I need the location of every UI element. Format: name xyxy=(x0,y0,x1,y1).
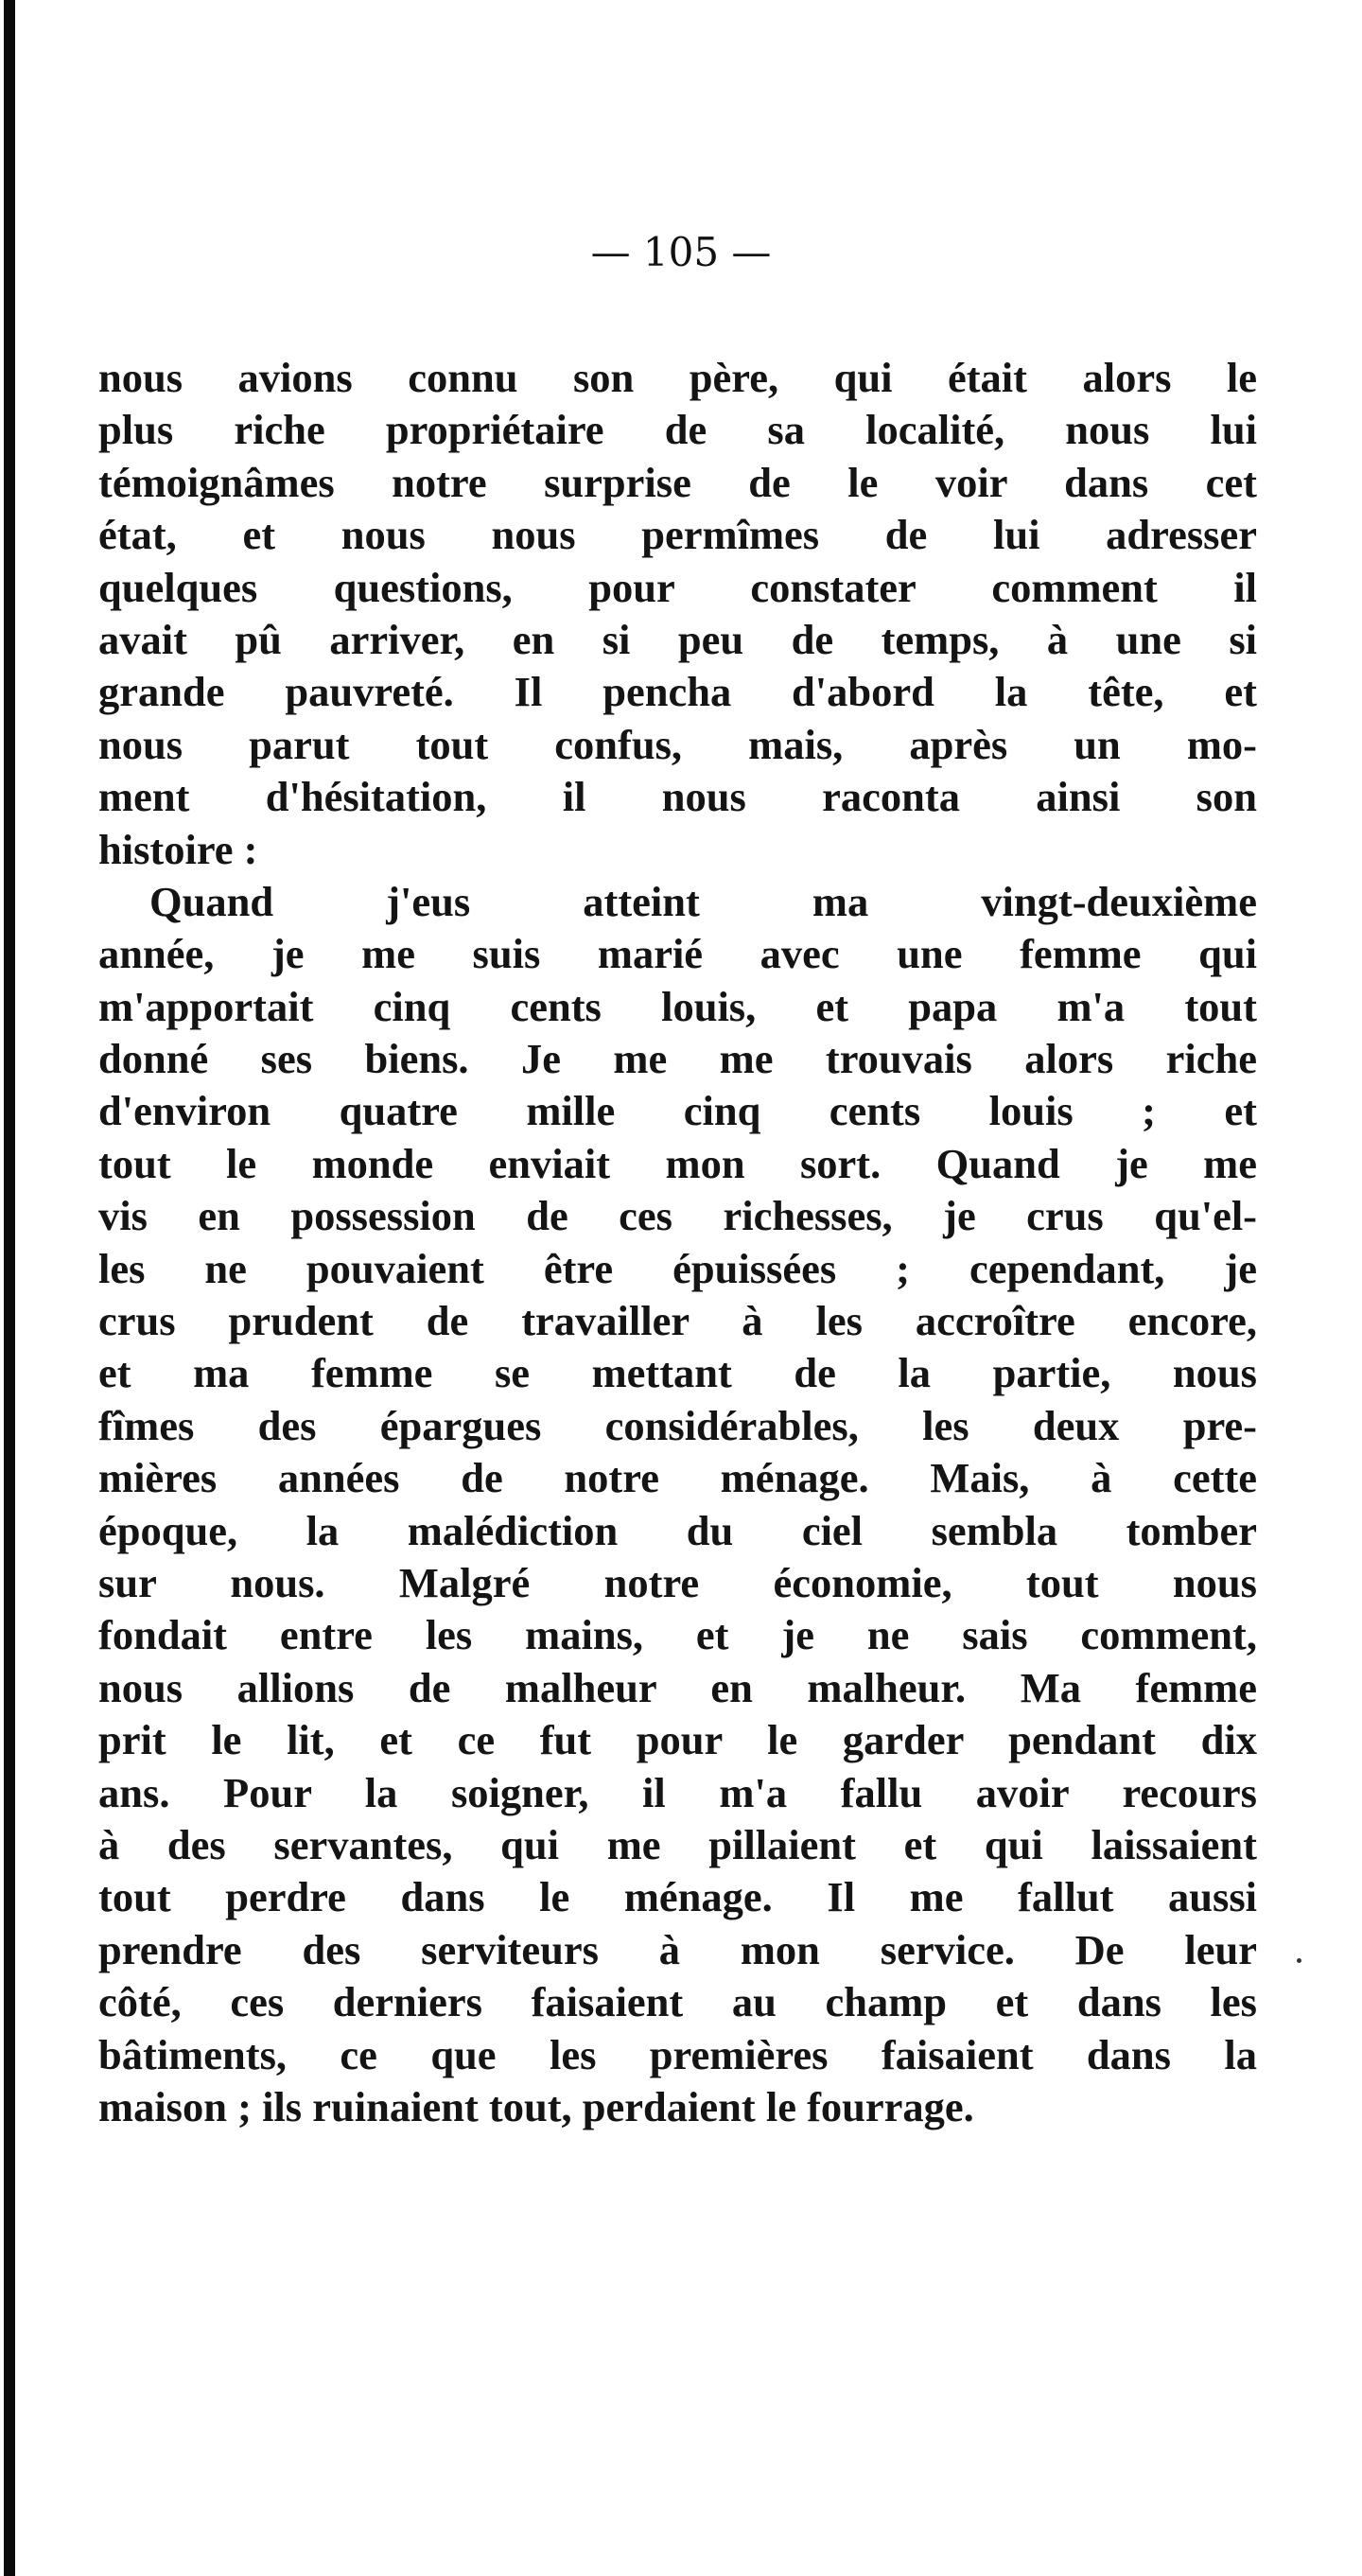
text-line: tout perdre dans le ménage. Il me fallut aussi xyxy=(98,1873,1257,1921)
text-line: d'environ quatre mille cinq cents louis ; et xyxy=(98,1087,1257,1135)
paragraph-1 xyxy=(98,352,1257,876)
text-line: à des servantes, qui me pillaient et qui laissaient xyxy=(98,1820,1257,1868)
text-line: nous avions connu son père, qui était alors le xyxy=(98,354,1257,401)
page-binding-edge xyxy=(4,0,15,2576)
text-line: ans. Pour la soigner, il m'a fallu avoir recours xyxy=(98,1768,1257,1816)
body-text xyxy=(98,352,1257,2133)
text-line: mières années de notre ménage. Mais, à cette xyxy=(98,1454,1257,1502)
text-line: époque, la malédiction du ciel sembla tomber xyxy=(98,1506,1257,1554)
paragraph-2 xyxy=(98,876,1257,2133)
text-line: donné ses biens. Je me me trouvais alors riche xyxy=(98,1035,1257,1083)
text-line: témoignâmes notre surprise de le voir dans cet xyxy=(98,458,1257,506)
text-line: sur nous. Malgré notre économie, tout nous xyxy=(98,1558,1257,1606)
text-line: tout le monde enviait mon sort. Quand je me xyxy=(98,1139,1257,1187)
text-line: avait pû arriver, en si peu de temps, à une si xyxy=(98,615,1257,663)
text-line: et ma femme se mettant de la partie, nous xyxy=(98,1349,1257,1397)
text-line: prendre des serviteurs à mon service. De leur xyxy=(98,1925,1257,1973)
text-line: état, et nous nous permîmes de lui adresser xyxy=(98,511,1257,559)
text-line: quelques questions, pour constater comment il xyxy=(98,563,1257,611)
text-line: vis en possession de ces richesses, je crus qu'el- xyxy=(98,1192,1257,1240)
text-line: plus riche propriétaire de sa localité, nous lui xyxy=(98,406,1257,454)
text-line: ment d'hésitation, il nous raconta ainsi son xyxy=(98,773,1257,821)
text-line: maison ; ils ruinaient tout, perdaient le fourrage. xyxy=(98,2082,974,2130)
text-line: m'apportait cinq cents louis, et papa m'a tout xyxy=(98,982,1257,1030)
text-line: nous parut tout confus, mais, après un mo- xyxy=(98,720,1257,768)
text-line: grande pauvreté. Il pencha d'abord la tête, et xyxy=(98,668,1257,716)
text-line: fîmes des épargues considérables, les deux pre- xyxy=(98,1401,1257,1449)
ink-speck xyxy=(1297,1958,1301,1963)
page-number: — 105 — xyxy=(590,229,772,275)
text-line: fondait entre les mains, et je ne sais comment, xyxy=(98,1611,1257,1659)
text-line: nous allions de malheur en malheur. Ma femme xyxy=(98,1663,1257,1711)
text-line: année, je me suis marié avec une femme qui xyxy=(98,930,1257,978)
text-line: crus prudent de travailler à les accroître encore, xyxy=(98,1297,1257,1345)
text-line: côté, ces derniers faisaient au champ et dans les xyxy=(98,1978,1257,2026)
text-line: histoire : xyxy=(98,825,258,873)
text-line: Quand j'eus atteint ma vingt-deuxième xyxy=(149,877,1257,925)
text-line: les ne pouvaient être épuissées ; cependant, je xyxy=(98,1244,1257,1292)
text-line: prit le lit, et ce fut pour le garder pendant dix xyxy=(98,1716,1257,1764)
text-line: bâtiments, ce que les premières faisaient dans la xyxy=(98,2030,1257,2078)
